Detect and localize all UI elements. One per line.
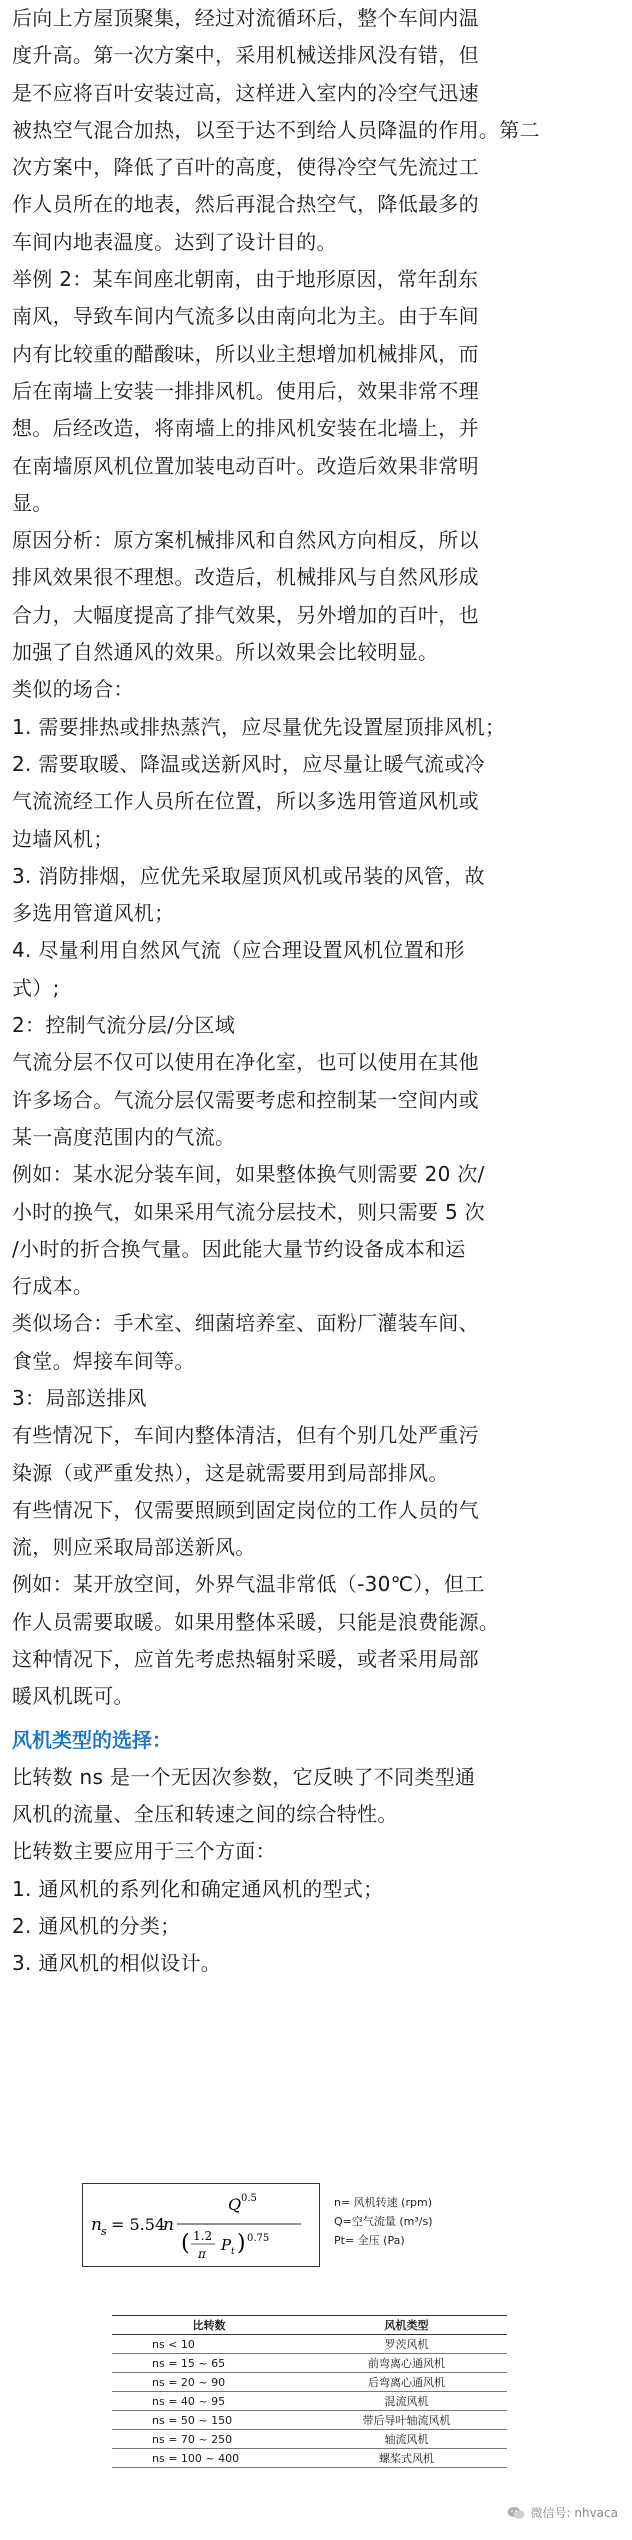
table-cell-ns: ns = 50 ~ 150 [112,2411,306,2430]
formula-paren-close: ) [237,2231,246,2256]
table-header-row [112,2316,507,2335]
table-cell-ns: ns < 10 [112,2335,306,2354]
text-line: 例如：某开放空间，外界气温非常低（-30℃），但工 [12,1572,485,1597]
text-line: 3. 消防排烟，应优先采取屋顶风机或吊装的风管，故 [12,863,485,888]
formula-lhs: n [91,2215,102,2235]
formula-den-b: π [198,2247,206,2261]
table-row [112,2411,507,2430]
watermark [507,2504,618,2521]
table-row [112,2430,507,2449]
table-cell-type: 后弯离心通风机 [306,2373,507,2392]
formula-paren-open: ( [181,2231,190,2256]
table-cell-type: 罗茨风机 [306,2335,507,2354]
text-line: 合力，大幅度提高了排气效果，另外增加的百叶，也 [12,602,479,627]
text-line: 作人员需要取暖。如果用整体采暖，只能是浪费能源。 [12,1609,500,1634]
formula-legend [334,2193,433,2250]
text-line: 这种情况下，应首先考虑热辐射采暖，或者采用局部 [12,1647,479,1672]
text-line: 南风，导致车间内气流多以由南向北为主。由于车间 [12,304,479,329]
text-line: 被热空气混合加热，以至于达不到给人员降温的作用。第二 [12,117,540,142]
text-line: 1. 需要排热或排热蒸汽，应尽量优先设置屋顶排风机； [12,714,506,739]
text-line: 原因分析：原方案机械排风和自然风方向相反，所以 [12,528,479,553]
text-line: 3. 通风机的相似设计。 [12,1951,222,1976]
text-line: 类似场合：手术室、细菌培养室、面粉厂灌装车间、 [12,1311,479,1336]
table-cell-ns: ns = 20 ~ 90 [112,2373,306,2392]
text-line: 流，则应采取局部送新风。 [12,1535,256,1560]
text-line: 食堂。焊接车间等。 [12,1348,195,1373]
text-line: 有些情况下，车间内整体清洁，但有个别几处严重污 [12,1423,479,1448]
formula-num-exp: 0.5 [241,2193,257,2204]
text-line: 许多场合。气流分层仅需要考虑和控制某一空间内或 [12,1087,479,1112]
formula-graphic [83,2184,319,2266]
text-line: 式）; [12,975,60,1000]
paragraph-block [12,0,624,1716]
text-line: 比转数主要应用于三个方面： [12,1839,276,1864]
text-line: 比转数 ns 是一个无因次参数，它反映了不同类型通 [12,1764,476,1789]
table-cell-type: 混流风机 [306,2392,507,2411]
text-line: 想。后经改造，将南墙上的排风机安装在北墙上，并 [12,416,479,441]
text-line: 加强了自然通风的效果。所以效果会比较明显。 [12,640,439,665]
text-line: 多选用管道风机； [12,901,175,926]
text-line: 类似的场合： [12,677,134,702]
text-line: 后在南墙上安装一排排风机。使用后，效果非常不理 [12,378,479,403]
text-line: 4. 尽量利用自然风气流（应合理设置风机位置和形 [12,938,465,963]
text-line: 在南墙原风机位置加装电动百叶。改造后效果非常明 [12,453,479,478]
table-cell-type: 带后导叶轴流风机 [306,2411,507,2430]
text-line: 例如：某水泥分装车间，如果整体换气则需要 20 次/ [12,1162,485,1187]
watermark-text: 微信号: nhvaca [530,2506,618,2520]
table-row [112,2449,507,2468]
section-heading: 风机类型的选择： [12,1727,172,1752]
formula-lhs-sub: s [101,2225,107,2238]
formula-numerator: Q [228,2195,242,2214]
formula-den-pt: P [221,2236,232,2254]
article-body [12,0,624,1982]
table-cell-ns: ns = 70 ~ 250 [112,2430,306,2449]
text-line: 作人员所在的地表，然后再混合热空气，降低最多的 [12,192,479,217]
text-line: 举例 2：某车间座北朝南，由于地形原因，常年刮东 [12,267,479,292]
text-line: 车间内地表温度。达到了设计目的。 [12,229,337,254]
table-header: 比转数 [112,2316,306,2335]
text-line: 边墙风机； [12,826,114,851]
fan-selection-figure [82,2183,542,2523]
text-line: 行成本。 [12,1274,94,1299]
formula-den-pt-sub: t [231,2247,235,2257]
text-line: 2. 需要取暖、降温或送新风时，应尽量让暖气流或冷 [12,751,485,776]
text-line: 3：局部送排风 [12,1385,147,1410]
text-line: 某一高度范围内的气流。 [12,1124,236,1149]
text-line: 气流分层不仅可以使用在净化室，也可以使用在其他 [12,1050,479,1075]
formula-den-exp: 0.75 [247,2233,270,2244]
table-cell-type: 前弯离心通风机 [306,2354,507,2373]
fan-type-table [112,2315,507,2468]
specific-speed-formula [82,2183,320,2267]
text-line: /小时的折合换气量。因此能大量节约设备成本和运 [12,1236,466,1261]
table-cell-ns: ns = 40 ~ 95 [112,2392,306,2411]
wechat-icon [507,2506,525,2520]
text-line: 内有比较重的醋酸味，所以业主想增加机械排风，而 [12,341,479,366]
table-row [112,2354,507,2373]
text-line: 暖风机既可。 [12,1684,134,1709]
table-cell-type: 螺桨式风机 [306,2449,507,2468]
formula-n: n [163,2215,174,2235]
table-body [112,2335,507,2468]
text-line: 度升高。第一次方案中，采用机械送排风没有错，但 [12,43,479,68]
text-line: 是不应将百叶安装过高，这样进入室内的冷空气迅速 [12,80,479,105]
text-line: 显。 [12,490,53,515]
table-cell-ns: ns = 100 ~ 400 [112,2449,306,2468]
text-line: 染源（或严重发热），这是就需要用到局部排风。 [12,1460,449,1485]
legend-line: Q=空气流量 (m³/s) [334,2215,433,2228]
legend-line: Pt= 全压 (Pa) [334,2234,405,2247]
text-line: 风机的流量、全压和转速之间的综合特性。 [12,1801,398,1826]
table-row [112,2373,507,2392]
text-line: 小时的换气，如果采用气流分层技术，则只需要 5 次 [12,1199,485,1224]
text-line: 后向上方屋顶聚集，经过对流循环后，整个车间内温 [12,6,479,30]
table-cell-ns: ns = 15 ~ 65 [112,2354,306,2373]
text-line: 1. 通风机的系列化和确定通风机的型式； [12,1876,384,1901]
legend-line: n= 风机转速 (rpm) [334,2196,432,2209]
table-header: 风机类型 [306,2316,507,2335]
table-row [112,2392,507,2411]
text-line: 次方案中，降低了百叶的高度，使得冷空气先流过工 [12,155,479,180]
paragraph-block-2 [12,1759,624,1983]
text-line: 气流流经工作人员所在位置，所以多选用管道风机或 [12,789,479,814]
text-line: 2：控制气流分层/分区域 [12,1013,236,1038]
table-cell-type: 轴流风机 [306,2430,507,2449]
text-line: 排风效果很不理想。改造后，机械排风与自然风形成 [12,565,479,590]
text-line: 有些情况下，仅需要照顾到固定岗位的工作人员的气 [12,1497,479,1522]
table-row [112,2335,507,2354]
formula-coef: = 5.54 [111,2215,166,2234]
text-line: 2. 通风机的分类； [12,1913,181,1938]
formula-den-a: 1.2 [193,2229,213,2243]
